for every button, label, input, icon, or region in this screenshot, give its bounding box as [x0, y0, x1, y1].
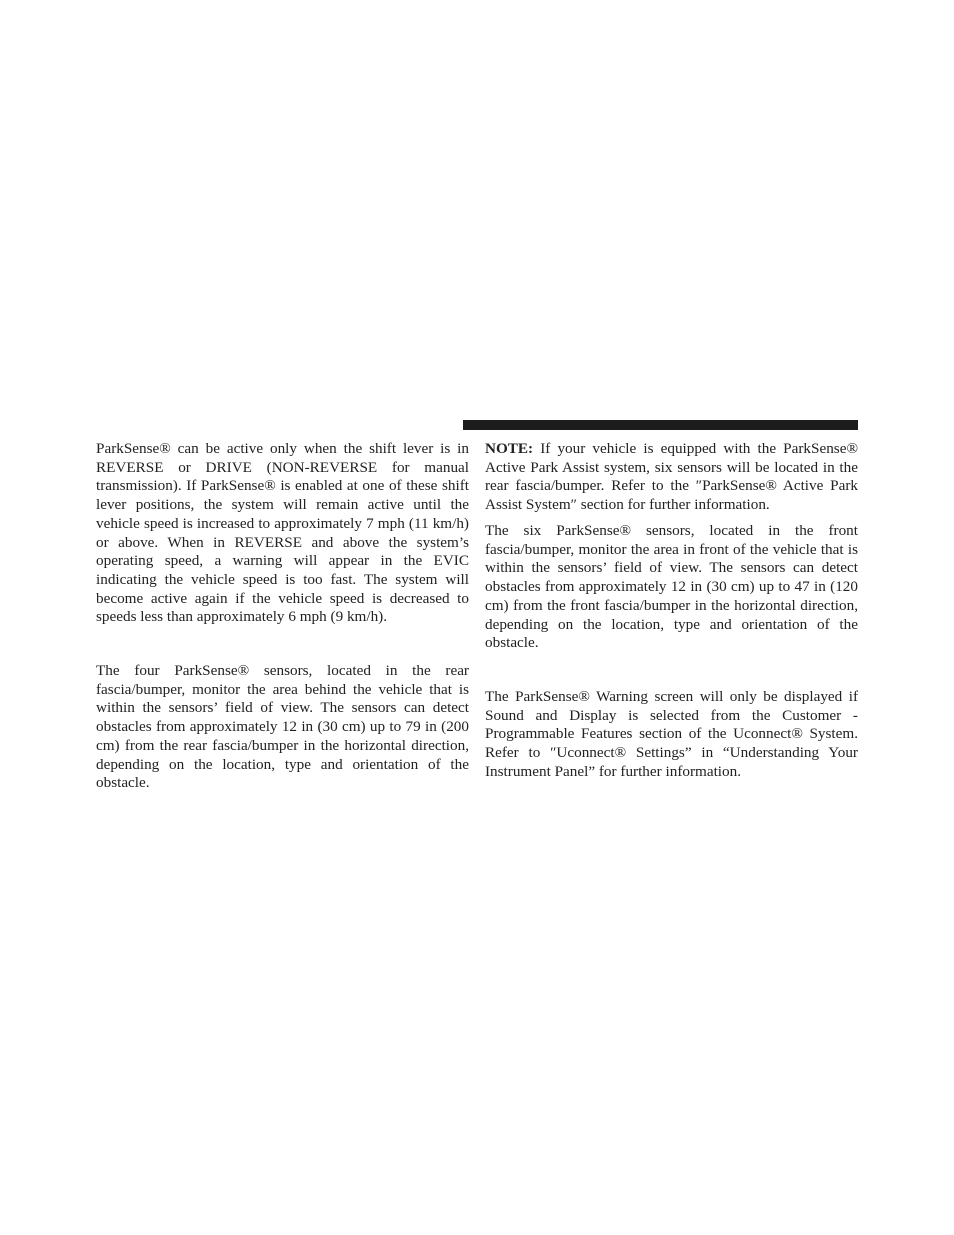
rear-sensors-paragraph: The four ParkSense® sensors, located in the rear fascia/bumper, monitor the area behind the vehicle that is within the sensors’ field of view. The sensors can detect obstacles from approximately 12 in (30 cm) up to 79 in (200 cm) from the rear fascia/bumper in the horizontal direction, depending on the location, type and orientation of the obstacle. — [96, 662, 469, 792]
warning-screen-paragraph: The ParkSense® Warning screen will only be displayed if Sound and Display is selected from the Customer - Programmable Features section of the Uconnect® System. Refer to ″Uconnect® Settings” in “Understanding Your Instrument Panel” for further information. — [485, 688, 858, 780]
note-paragraph — [485, 440, 858, 515]
front-sensors-paragraph: The six ParkSense® sensors, located in the front fascia/bumper, monitor the area in front of the vehicle that is within the sensors’ field of view. The sensors can detect obstacles from approximately 12 in (30 cm) up to 47 in (120 cm) from the front fascia/bumper in the horizontal direction, depending on the location, type and orientation of the obstacle. — [485, 522, 858, 652]
note-text: If your vehicle is equipped with the ParkSense® Active Park Assist system, six sensors will be located in the rear fascia/bumper. Refer to the ″ParkSense® Active Park Assist System″ section for further information. — [485, 440, 858, 514]
section-header-rule — [463, 420, 858, 430]
note-label: NOTE: — [485, 440, 534, 457]
shift-lever-paragraph: ParkSense® can be active only when the shift lever is in REVERSE or DRIVE (NON-REVERSE for manual transmission). If ParkSense® is enabled at one of these shift lever positions, the system will remain active until the vehicle speed is increased to approximately 7 mph (11 km/h) or above. When in REVERSE and above the system’s operating speed, a warning will appear in the EVIC indicating the vehicle speed is too fast. The system will become active again if the vehicle speed is decreased to speeds less than approximately 6 mph (9 km/h). — [96, 440, 469, 626]
